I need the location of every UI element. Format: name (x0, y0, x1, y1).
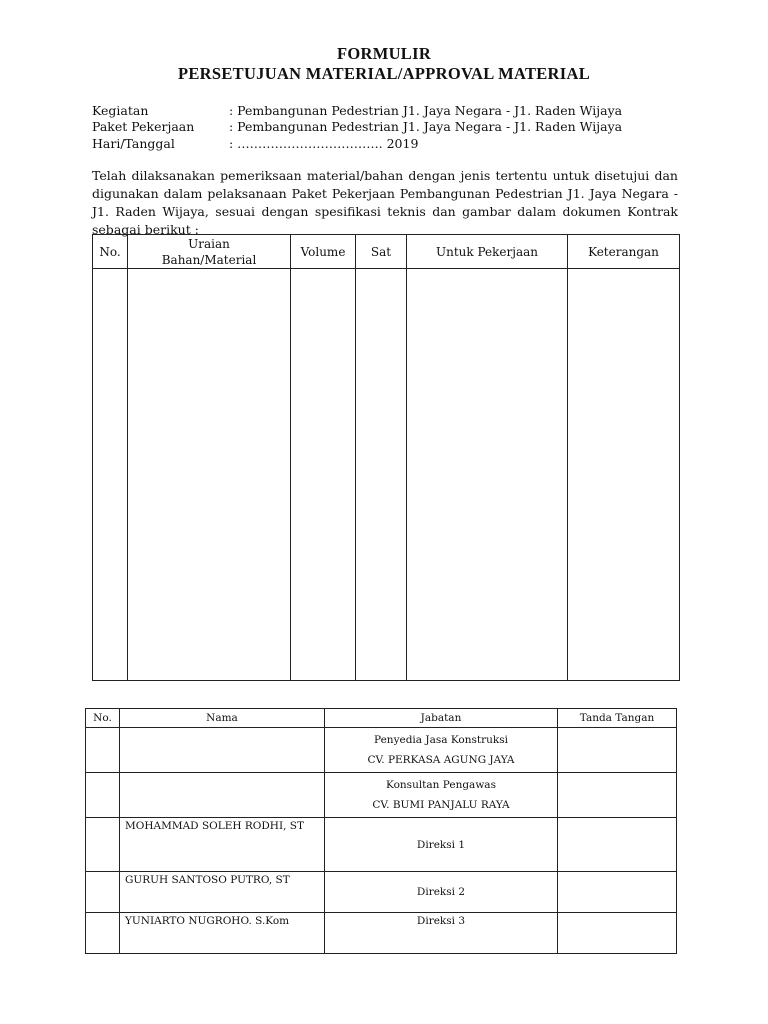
cell-sat[interactable] (356, 269, 407, 681)
meta-value: : Pembangunan Pedestrian J1. Jaya Negara - J1. Raden Wijaya (229, 119, 623, 134)
cell-nama (120, 773, 325, 818)
cell-no (86, 773, 120, 818)
cell-nama: MOHAMMAD SOLEH RODHI, ST (120, 818, 325, 872)
material-body-row (93, 269, 680, 681)
table-row (86, 818, 677, 872)
jabatan-company: CV. BUMI PANJALU RAYA (372, 799, 510, 811)
meta-label: Hari/Tanggal (92, 136, 175, 151)
meta-label: Kegiatan (92, 103, 149, 118)
jabatan-company: CV. PERKASA AGUNG JAYA (367, 754, 515, 766)
table-row (86, 913, 677, 954)
cell-no (86, 728, 120, 773)
col-uraian-line2: Bahan/Material (161, 252, 257, 267)
cell-nama: GURUH SANTOSO PUTRO, ST (120, 872, 325, 913)
signature-table (85, 708, 677, 954)
cell-jabatan: Direksi 2 (325, 872, 558, 913)
meta-label: Paket Pekerjaan (92, 119, 195, 134)
col-sat: Sat (356, 235, 407, 269)
cell-volume[interactable] (291, 269, 356, 681)
table-row (86, 872, 677, 913)
cell-jabatan: Direksi 1 (325, 818, 558, 872)
material-table (92, 234, 680, 681)
col-uraian-line1: Uraian (188, 236, 230, 251)
col-no: No. (93, 235, 128, 269)
cell-signature[interactable] (558, 872, 677, 913)
cell-signature[interactable] (558, 773, 677, 818)
signature-header-row (86, 709, 677, 728)
cell-jabatan: Direksi 3 (325, 913, 558, 954)
cell-nama: YUNIARTO NUGROHO. S.Kom (120, 913, 325, 954)
cell-untuk-pekerjaan[interactable] (407, 269, 568, 681)
cell-signature[interactable] (558, 913, 677, 954)
jabatan-role: Penyedia Jasa Konstruksi (374, 734, 508, 746)
col-keterangan: Keterangan (568, 235, 680, 269)
cell-uraian[interactable] (128, 269, 291, 681)
cell-jabatan (325, 773, 558, 818)
col-untuk-pekerjaan: Untuk Pekerjaan (407, 235, 568, 269)
material-header-row (93, 235, 680, 269)
cell-no (86, 913, 120, 954)
col-volume: Volume (291, 235, 356, 269)
jabatan-role: Konsultan Pengawas (386, 779, 496, 791)
col-tanda-tangan: Tanda Tangan (558, 709, 677, 728)
cell-no (86, 818, 120, 872)
meta-value: : …………………………….. 2019 (229, 136, 419, 151)
intro-paragraph: Telah dilaksanakan pemeriksaan material/bahan dengan jenis tertentu untuk disetujui dan digunakan dalam pelaksanaan Paket Pekerjaan Pembangunan Pedestrian J1. Jaya Negara - J1. Raden Wijaya, sesuai dengan spesifikasi teknis dan gambar dalam dokumen Kontrak sebagai berikut : (92, 168, 678, 237)
col-no: No. (86, 709, 120, 728)
cell-no (86, 872, 120, 913)
form-subtitle: PERSETUJUAN MATERIAL/APPROVAL MATERIAL (177, 64, 591, 83)
cell-signature[interactable] (558, 818, 677, 872)
table-row (86, 728, 677, 773)
col-uraian (128, 235, 291, 269)
col-jabatan: Jabatan (325, 709, 558, 728)
cell-nama (120, 728, 325, 773)
cell-no[interactable] (93, 269, 128, 681)
cell-signature[interactable] (558, 728, 677, 773)
form-title: FORMULIR (336, 44, 432, 63)
table-row (86, 773, 677, 818)
cell-keterangan[interactable] (568, 269, 680, 681)
cell-jabatan (325, 728, 558, 773)
col-nama: Nama (120, 709, 325, 728)
meta-value: : Pembangunan Pedestrian J1. Jaya Negara - J1. Raden Wijaya (229, 103, 623, 118)
